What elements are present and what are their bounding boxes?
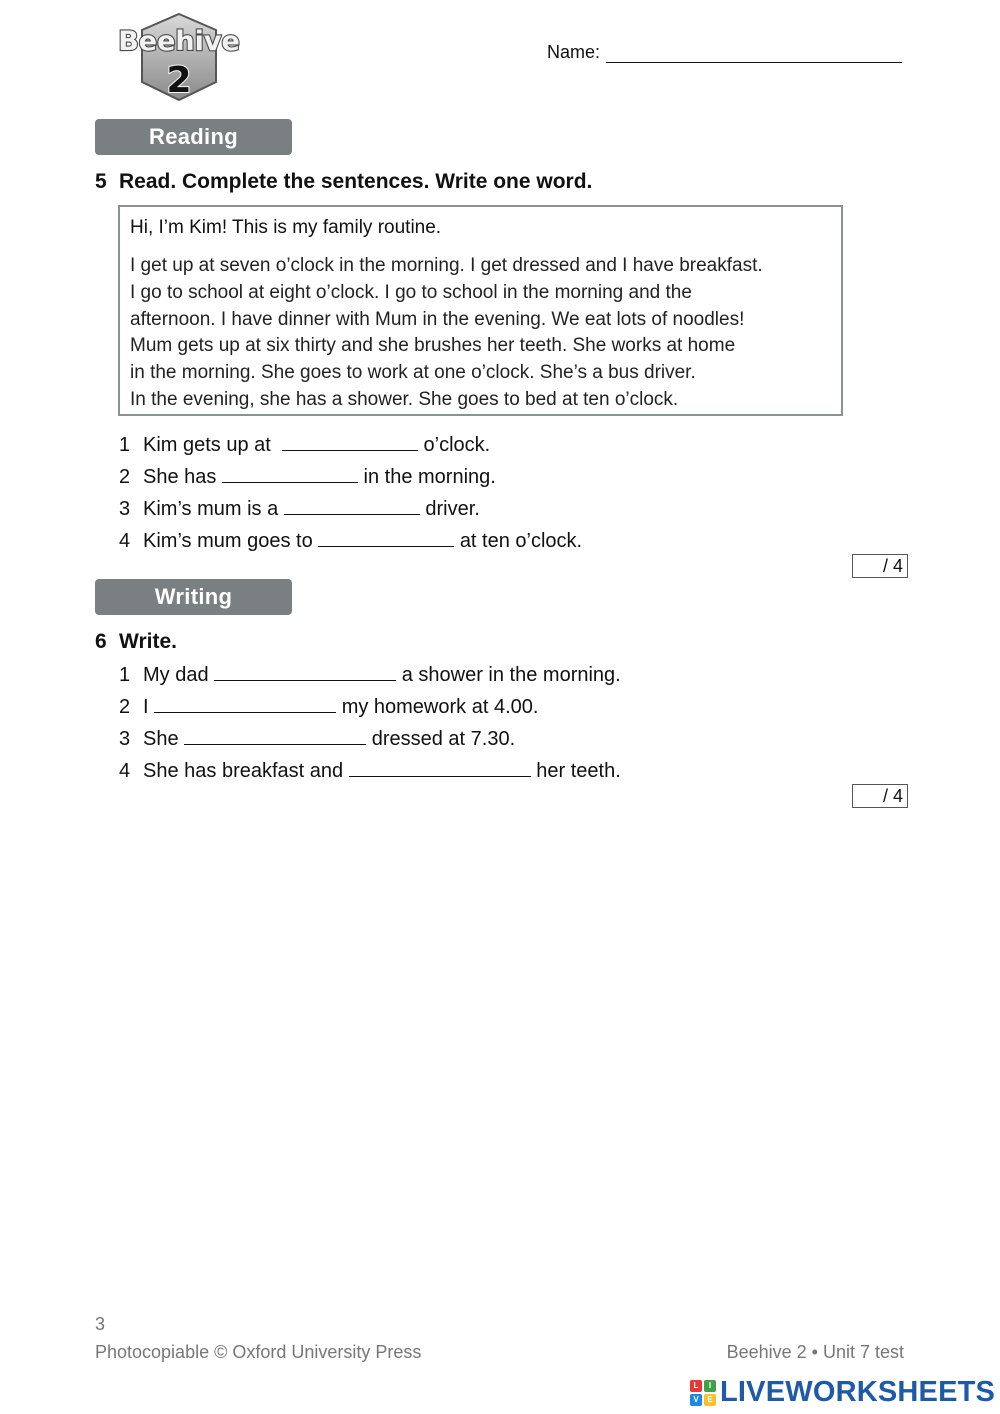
item-text-after: her teeth. xyxy=(536,760,621,782)
item-text-before: I xyxy=(143,696,149,718)
item-text-before: My dad xyxy=(143,664,209,686)
liveworksheets-logo-icon xyxy=(690,1380,716,1406)
logo-tile: E xyxy=(704,1394,716,1406)
logo-tile: V xyxy=(690,1394,702,1406)
unit-label: Beehive 2 • Unit 7 test xyxy=(726,1342,904,1362)
liveworksheets-watermark[interactable] xyxy=(690,1376,995,1409)
passage-line: I get up at seven o’clock in the morning. I get dressed and I have breakfast. xyxy=(130,255,763,276)
answer-blank[interactable] xyxy=(284,496,420,515)
writing-section-header: Writing xyxy=(95,579,292,615)
item-number: 2 xyxy=(119,466,131,488)
logo-tile: I xyxy=(704,1380,716,1392)
item-number: 1 xyxy=(119,664,131,686)
item-number: 4 xyxy=(119,760,131,782)
item-text-before: She has xyxy=(143,466,217,488)
answer-blank[interactable] xyxy=(349,758,531,777)
answer-blank[interactable] xyxy=(184,726,366,745)
item-text-after: driver. xyxy=(425,498,480,520)
item-text-before: Kim gets up at xyxy=(143,434,277,456)
reading-passage-box xyxy=(118,205,843,416)
answer-blank[interactable] xyxy=(222,464,358,483)
writing-item-4 xyxy=(119,758,621,783)
page-number: 3 xyxy=(95,1314,106,1334)
item-text-before: Kim’s mum goes to xyxy=(143,530,313,552)
task-6-number: 6 xyxy=(95,630,107,653)
answer-blank[interactable] xyxy=(282,432,418,451)
item-text-before: She has breakfast and xyxy=(143,760,344,782)
reading-item-2 xyxy=(119,464,496,489)
beehive-logo xyxy=(112,12,246,104)
task-6-title xyxy=(95,630,177,654)
passage-line: In the evening, she has a shower. She goes to bed at ten o’clock. xyxy=(130,388,679,410)
item-text-before: Kim’s mum is a xyxy=(143,498,279,520)
logo-tile: L xyxy=(690,1380,702,1392)
logo-word: Beehive xyxy=(118,26,240,57)
item-number: 3 xyxy=(119,728,131,750)
task-5-instruction: Read. Complete the sentences. Write one word. xyxy=(119,170,593,193)
name-row xyxy=(547,42,902,63)
passage-line: I go to school at eight o’clock. I go to school in the morning and the xyxy=(130,281,692,303)
passage-line: Mum gets up at six thirty and she brushes her teeth. She works at home xyxy=(130,335,736,357)
reading-item-3 xyxy=(119,496,480,521)
item-text-after: a shower in the morning. xyxy=(401,664,621,686)
passage-text xyxy=(130,253,841,414)
writing-item-2 xyxy=(119,694,538,719)
item-number: 3 xyxy=(119,498,131,520)
writing-item-3 xyxy=(119,726,515,751)
writing-score-box[interactable]: / 4 xyxy=(852,784,908,808)
item-number: 2 xyxy=(119,696,131,718)
reading-section-header: Reading xyxy=(95,119,292,155)
name-label: Name: xyxy=(547,42,601,62)
item-text-before: She xyxy=(143,728,179,750)
item-text-after: in the morning. xyxy=(363,466,496,488)
task-5-title xyxy=(95,170,592,194)
logo-number: 2 xyxy=(166,60,192,101)
answer-blank[interactable] xyxy=(214,662,396,681)
task-5-number: 5 xyxy=(95,170,107,193)
item-text-after: my homework at 4.00. xyxy=(341,696,539,718)
reading-item-4 xyxy=(119,528,582,553)
name-field-line[interactable] xyxy=(606,42,902,63)
item-number: 1 xyxy=(119,434,131,456)
item-text-after: dressed at 7.30. xyxy=(371,728,516,750)
writing-item-1 xyxy=(119,662,621,687)
reading-score-box[interactable]: / 4 xyxy=(852,554,908,578)
item-text-after: o’clock. xyxy=(423,434,491,456)
answer-blank[interactable] xyxy=(318,528,454,547)
passage-line: in the morning. She goes to work at one o’clock. She’s a bus driver. xyxy=(130,362,696,384)
task-6-instruction: Write. xyxy=(119,630,177,653)
copyright-notice: Photocopiable © Oxford University Press xyxy=(95,1342,422,1362)
passage-line: afternoon. I have dinner with Mum in the evening. We eat lots of noodles! xyxy=(130,308,745,330)
item-text-after: at ten o’clock. xyxy=(459,530,583,552)
item-number: 4 xyxy=(119,530,131,552)
passage-heading: Hi, I’m Kim! This is my family routine. xyxy=(130,217,442,238)
liveworksheets-text: LIVEWORKSHEETS xyxy=(720,1376,996,1408)
answer-blank[interactable] xyxy=(154,694,336,713)
reading-item-1 xyxy=(119,432,490,457)
